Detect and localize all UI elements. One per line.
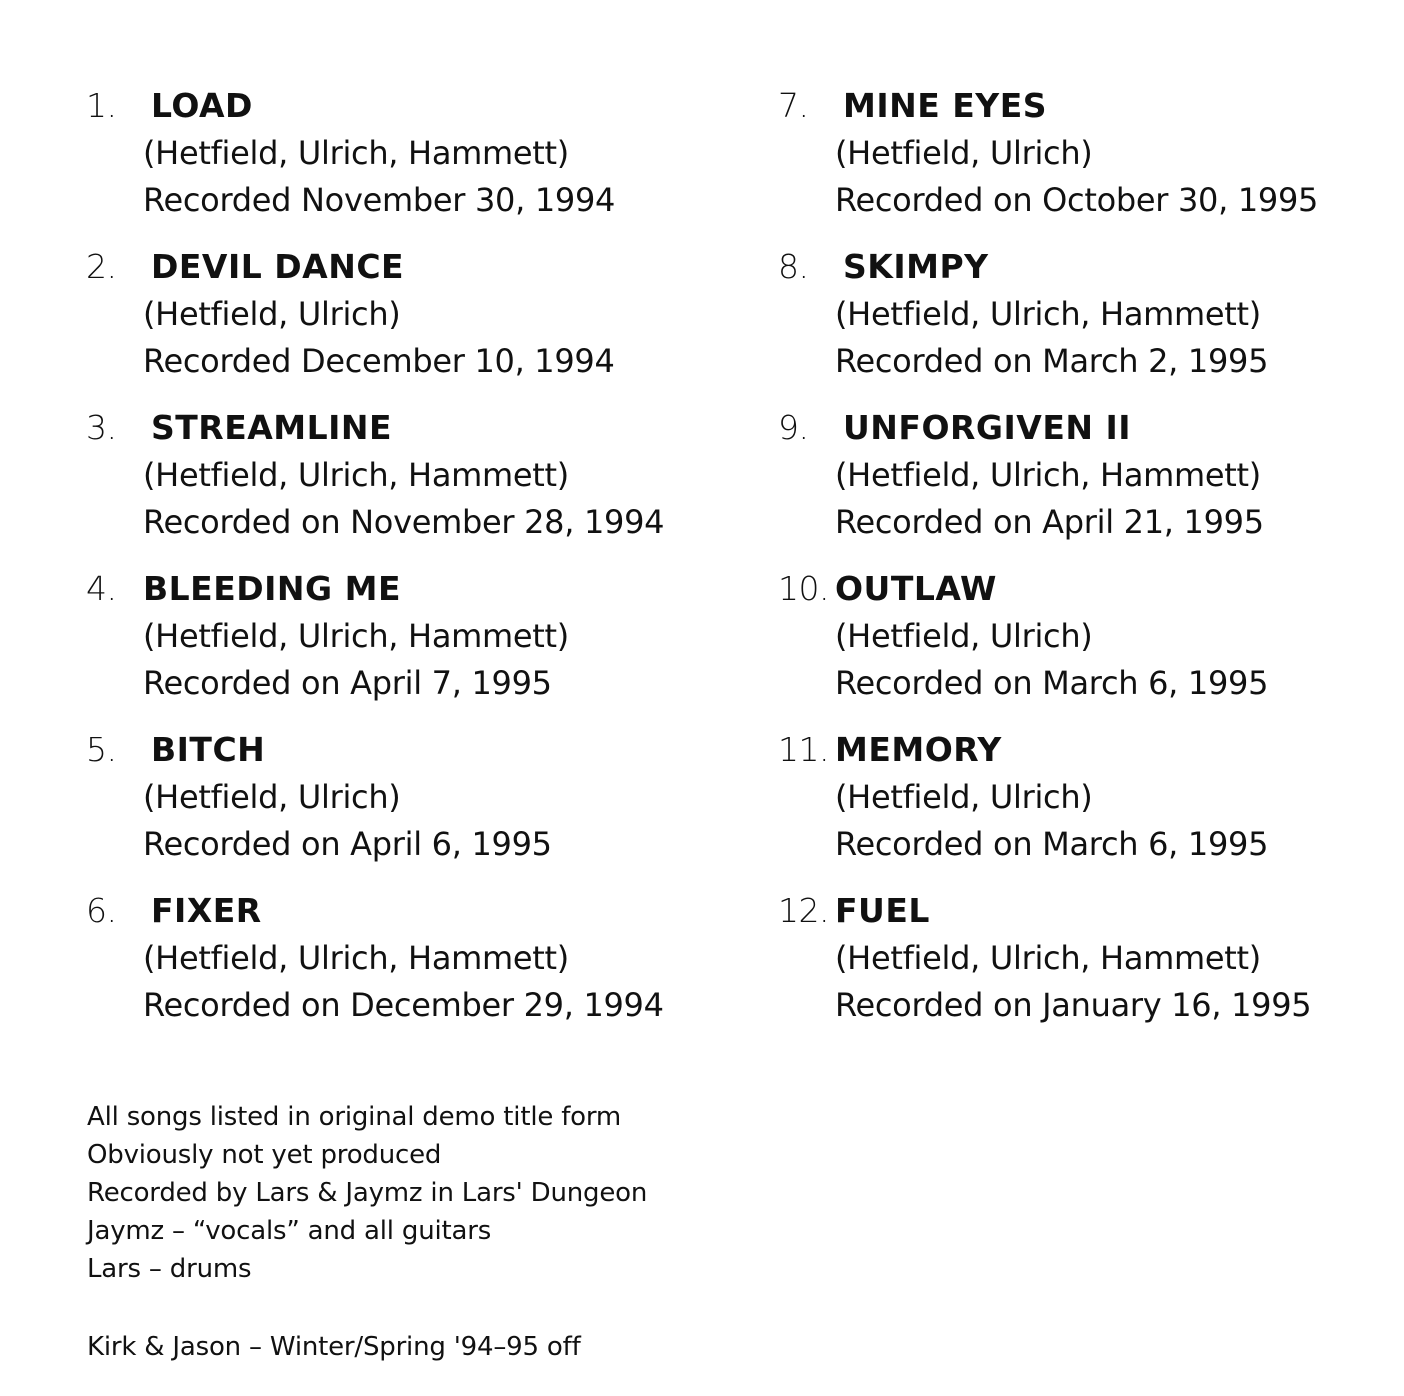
track-title: SKIMPY <box>843 247 989 286</box>
track-number: 8. <box>778 247 809 286</box>
track-number: 5. <box>86 730 117 769</box>
track-recorded-date: Recorded on March 6, 1995 <box>835 664 1269 702</box>
track-credits: (Hetfield, Ulrich) <box>143 778 401 816</box>
track-number: 4. <box>86 569 117 608</box>
track-title: MEMORY <box>835 730 1002 769</box>
track-number: 1. <box>86 86 117 125</box>
track-title: UNFORGIVEN II <box>843 408 1132 447</box>
track-title: BITCH <box>151 730 266 769</box>
track-credits: (Hetfield, Ulrich) <box>835 134 1093 172</box>
track-recorded-date: Recorded on March 6, 1995 <box>835 825 1269 863</box>
track-number: 11. <box>778 730 829 769</box>
note-line: Lars – drums <box>87 1254 252 1284</box>
track-credits: (Hetfield, Ulrich, Hammett) <box>143 456 569 494</box>
track-credits: (Hetfield, Ulrich) <box>835 778 1093 816</box>
track-recorded-date: Recorded on October 30, 1995 <box>835 181 1319 219</box>
track-credits: (Hetfield, Ulrich, Hammett) <box>143 939 569 977</box>
footer-note: Kirk & Jason – Winter/Spring '94–95 off <box>87 1332 581 1362</box>
note-line: Obviously not yet produced <box>87 1140 442 1170</box>
track-number: 9. <box>778 408 809 447</box>
track-title: BLEEDING ME <box>143 569 402 608</box>
track-title: MINE EYES <box>843 86 1048 125</box>
track-recorded-date: Recorded on April 6, 1995 <box>143 825 552 863</box>
track-credits: (Hetfield, Ulrich, Hammett) <box>143 617 569 655</box>
track-number: 2. <box>86 247 117 286</box>
track-credits: (Hetfield, Ulrich, Hammett) <box>835 295 1261 333</box>
track-title: STREAMLINE <box>151 408 393 447</box>
track-title: FUEL <box>835 891 930 930</box>
track-recorded-date: Recorded on April 7, 1995 <box>143 664 552 702</box>
track-recorded-date: Recorded December 10, 1994 <box>143 342 615 380</box>
track-recorded-date: Recorded on November 28, 1994 <box>143 503 665 541</box>
track-recorded-date: Recorded on January 16, 1995 <box>835 986 1312 1024</box>
track-title: FIXER <box>151 891 262 930</box>
track-recorded-date: Recorded on March 2, 1995 <box>835 342 1269 380</box>
track-number: 10. <box>778 569 829 608</box>
track-number: 12. <box>778 891 829 930</box>
note-line: Recorded by Lars & Jaymz in Lars' Dungeon <box>87 1178 648 1208</box>
track-number: 3. <box>86 408 117 447</box>
track-credits: (Hetfield, Ulrich) <box>835 617 1093 655</box>
track-credits: (Hetfield, Ulrich) <box>143 295 401 333</box>
liner-notes <box>87 1098 647 1288</box>
note-line: All songs listed in original demo title form <box>87 1102 622 1132</box>
track-credits: (Hetfield, Ulrich, Hammett) <box>143 134 569 172</box>
track-title: OUTLAW <box>835 569 997 608</box>
track-recorded-date: Recorded on December 29, 1994 <box>143 986 664 1024</box>
track-recorded-date: Recorded November 30, 1994 <box>143 181 616 219</box>
track-credits: (Hetfield, Ulrich, Hammett) <box>835 456 1261 494</box>
track-title: DEVIL DANCE <box>151 247 405 286</box>
track-number: 7. <box>778 86 809 125</box>
track-credits: (Hetfield, Ulrich, Hammett) <box>835 939 1261 977</box>
track-recorded-date: Recorded on April 21, 1995 <box>835 503 1264 541</box>
track-number: 6. <box>86 891 117 930</box>
note-line: Jaymz – “vocals” and all guitars <box>87 1216 492 1246</box>
track-title: LOAD <box>151 86 253 125</box>
